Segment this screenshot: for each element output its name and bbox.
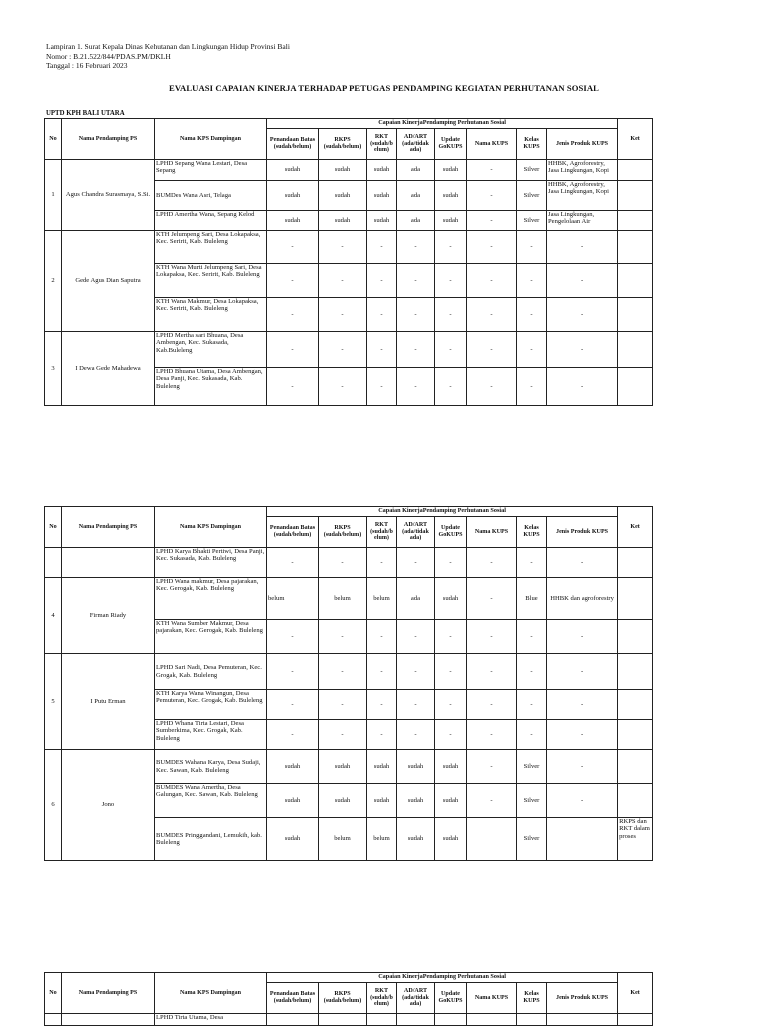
letter-reference: [46, 42, 290, 71]
cell-kelas: Silver: [517, 784, 547, 818]
cell-ket: [618, 654, 653, 690]
col-header-batas: Penandaan Batas (sudah/belum): [267, 517, 319, 548]
cell-batas: sudah: [267, 818, 319, 861]
col-header-adart: AD/ART (ada/tidak ada): [397, 517, 435, 548]
kps-name: LPHD Whana Tirta Lestari, Desa Sumberkima, Kec. Grogak, Kab. Buleleng: [155, 720, 267, 750]
col-header-gokups: Update GoKUPS: [435, 129, 467, 160]
cell-rkps: -: [319, 548, 367, 578]
cell-adart: ada: [397, 181, 435, 211]
cell-rkt: -: [367, 548, 397, 578]
cell-nama-kups: [467, 818, 517, 861]
cell-jenis: -: [547, 548, 618, 578]
col-header-gokups: Update GoKUPS: [435, 983, 467, 1014]
cell-batas: sudah: [267, 181, 319, 211]
cell-adart: -: [397, 231, 435, 264]
col-header-kelas: Kelas KUPS: [517, 129, 547, 160]
pendamping-name: Jono: [62, 750, 155, 861]
cell-rkt: -: [367, 720, 397, 750]
cell-batas: -: [267, 332, 319, 368]
cell-ket: [618, 750, 653, 784]
cell-rkt: -: [367, 231, 397, 264]
cell-nama-kups: -: [467, 231, 517, 264]
col-header-group: Capaian KinerjaPendamping Perhutanan Sosial: [267, 973, 618, 983]
pendamping-name: Firman Riady: [62, 578, 155, 654]
row-number: 6: [45, 750, 62, 861]
cell-gokups: -: [435, 548, 467, 578]
cell-rkt: -: [367, 264, 397, 298]
cell-ket: [618, 720, 653, 750]
row-number: 1: [45, 160, 62, 231]
cell-ket: [618, 211, 653, 231]
col-header-no: No: [45, 119, 62, 160]
kps-name: LPHD Wana makmur, Desa pajarakan, Kec. Gerogak, Kab. Buleleng: [155, 578, 267, 620]
cell-kelas: -: [517, 231, 547, 264]
col-header-ket: Ket: [618, 507, 653, 548]
row-number-empty: [45, 548, 62, 578]
row-number: 4: [45, 578, 62, 654]
cell-kelas: -: [517, 332, 547, 368]
cell-adart: -: [397, 298, 435, 332]
col-header-rkps: RKPS (sudah/belum): [319, 517, 367, 548]
cell-gokups: -: [435, 264, 467, 298]
cell-rkt: -: [367, 620, 397, 654]
cell-nama-kups: -: [467, 720, 517, 750]
cell-kelas: -: [517, 264, 547, 298]
col-header-rkps: RKPS (sudah/belum): [319, 983, 367, 1014]
cell-rkps: belum: [319, 818, 367, 861]
cell-jenis: Jasa Lingkungan, Pengelolaan Air: [547, 211, 618, 231]
cell-rkps: -: [319, 298, 367, 332]
unit-label: UPTD KPH BALI UTARA: [46, 110, 125, 117]
col-header-jenis: Jenis Produk KUPS: [547, 983, 618, 1014]
kps-name: KTH Jelumpeng Sari, Desa Lokapaksa, Kec. Seririt, Kab. Buleleng: [155, 231, 267, 264]
cell-adart: ada: [397, 160, 435, 181]
col-header-batas: Penandaan Batas (sudah/belum): [267, 983, 319, 1014]
cell-jenis: HHBK dan agroforestry: [547, 578, 618, 620]
col-header-adart: AD/ART (ada/tidak ada): [397, 129, 435, 160]
cell-ket: [618, 298, 653, 332]
cell-adart: ada: [397, 578, 435, 620]
cell-gokups: -: [435, 654, 467, 690]
cell-rkps: -: [319, 654, 367, 690]
col-header-kps: Nama KPS Dampingan: [155, 507, 267, 548]
cell-jenis: -: [547, 654, 618, 690]
cell-batas: sudah: [267, 160, 319, 181]
cell-rkt: -: [367, 690, 397, 720]
row-number: 3: [45, 332, 62, 406]
table-row: [45, 231, 653, 264]
cell-nama-kups: -: [467, 332, 517, 368]
kps-name: BUMDES Wahana Karya, Desa Sudaji, Kec. Sawan, Kab. Buleleng: [155, 750, 267, 784]
cell-batas: sudah: [267, 211, 319, 231]
cell-rkps: -: [319, 690, 367, 720]
col-header-ket: Ket: [618, 119, 653, 160]
cell-rkt: sudah: [367, 750, 397, 784]
cell-gokups: -: [435, 620, 467, 654]
col-header-pendamping: Nama Pendamping PS: [62, 973, 155, 1014]
cell-rkt: -: [367, 368, 397, 406]
document-title: EVALUASI CAPAIAN KINERJA TERHADAP PETUGAS PENDAMPING KEGIATAN PERHUTANAN SOSIAL: [169, 83, 599, 93]
cell-jenis: -: [547, 231, 618, 264]
pendamping-name: Agus Chandra Surasmaya, S.Si.: [62, 160, 155, 231]
cell-nama-kups: -: [467, 784, 517, 818]
cell-nama-kups: -: [467, 298, 517, 332]
cell-adart: -: [397, 654, 435, 690]
cell-rkps: sudah: [319, 211, 367, 231]
cell-kelas: Silver: [517, 818, 547, 861]
cell-ket: [618, 264, 653, 298]
cell-kelas: Blue: [517, 578, 547, 620]
cell-nama-kups: -: [467, 578, 517, 620]
cell-kelas: Silver: [517, 160, 547, 181]
cell-rkps: sudah: [319, 750, 367, 784]
cell-gokups: sudah: [435, 818, 467, 861]
cell-nama-kups: -: [467, 548, 517, 578]
cell-ket: [618, 368, 653, 406]
cell-batas: -: [267, 298, 319, 332]
cell-adart: -: [397, 368, 435, 406]
cell-adart: -: [397, 690, 435, 720]
cell-ket: [618, 578, 653, 620]
col-header-group: Capaian KinerjaPendamping Perhutanan Sosial: [267, 119, 618, 129]
cell-rkt: sudah: [367, 160, 397, 181]
cell-gokups: sudah: [435, 211, 467, 231]
row-number: 2: [45, 231, 62, 332]
cell-rkt: sudah: [367, 784, 397, 818]
cell-rkt: -: [367, 654, 397, 690]
cell-batas: -: [267, 231, 319, 264]
cell-batas: -: [267, 368, 319, 406]
cell-ket: [618, 620, 653, 654]
pendamping-name: I Putu Erman: [62, 654, 155, 750]
table-row: [45, 548, 653, 578]
col-header-gokups: Update GoKUPS: [435, 517, 467, 548]
cell-batas: -: [267, 620, 319, 654]
evaluation-table-1: [44, 118, 653, 406]
cell-jenis: -: [547, 298, 618, 332]
cell-rkt: -: [367, 298, 397, 332]
col-header-jenis: Jenis Produk KUPS: [547, 517, 618, 548]
pendamping-name: Gede Agus Dian Saputra: [62, 231, 155, 332]
col-header-no: No: [45, 507, 62, 548]
cell-ket: [618, 548, 653, 578]
cell-jenis: HHBK, Agroforestry, Jasa Lingkungan, Kopi: [547, 160, 618, 181]
table-row: [45, 578, 653, 620]
kps-name: LPHD Karya Bhakti Pertiwi, Desa Panji, Kec. Sukasada, Kab. Buleleng: [155, 548, 267, 578]
cell-adart: -: [397, 264, 435, 298]
cell-nama-kups: -: [467, 211, 517, 231]
cell-gokups: -: [435, 231, 467, 264]
table-row: [45, 750, 653, 784]
col-header-pendamping: Nama Pendamping PS: [62, 507, 155, 548]
table-row: [45, 654, 653, 690]
cell-kelas: -: [517, 690, 547, 720]
col-header-no: No: [45, 973, 62, 1014]
col-header-nama-kups: Nama KUPS: [467, 983, 517, 1014]
cell-rkps: -: [319, 368, 367, 406]
cell-rkps: -: [319, 620, 367, 654]
col-header-rkt: RKT (sudah/b elum): [367, 983, 397, 1014]
col-header-nama-kups: Nama KUPS: [467, 517, 517, 548]
kps-name: KTH Wana Makmur, Desa Lokapaksa, Kec. Seririt, Kab. Buleleng: [155, 298, 267, 332]
kps-name: LPHD Amertha Wana, Sepang Kelod: [155, 211, 267, 231]
col-header-adart: AD/ART (ada/tidak ada): [397, 983, 435, 1014]
evaluation-table-3: [44, 972, 653, 1026]
cell-nama-kups: -: [467, 181, 517, 211]
cell-ket: [618, 231, 653, 264]
cell-rkps: -: [319, 231, 367, 264]
cell-jenis: -: [547, 264, 618, 298]
cell-jenis: -: [547, 368, 618, 406]
cell-jenis: -: [547, 720, 618, 750]
cell-adart: ada: [397, 211, 435, 231]
col-header-batas: Penandaan Batas (sudah/belum): [267, 129, 319, 160]
kps-name: BUMDES Pringgandani, Lemukih, kab. Buleleng: [155, 818, 267, 861]
cell-rkt: sudah: [367, 211, 397, 231]
cell-nama-kups: -: [467, 620, 517, 654]
cell-rkps: sudah: [319, 784, 367, 818]
cell-kelas: -: [517, 720, 547, 750]
cell-kelas: Silver: [517, 181, 547, 211]
cell-ket: RKPS dan RKT dalam proses: [618, 818, 653, 861]
kps-name: LPHD Bhuana Utama, Desa Ambengan, Desa Panji, Kec. Sukasada, Kab. Buleleng: [155, 368, 267, 406]
cell-nama-kups: -: [467, 160, 517, 181]
col-header-rkps: RKPS (sudah/belum): [319, 129, 367, 160]
cell-adart: sudah: [397, 784, 435, 818]
cell-rkps: sudah: [319, 160, 367, 181]
cell-batas: -: [267, 548, 319, 578]
cell-batas: sudah: [267, 750, 319, 784]
table-row: [45, 160, 653, 181]
cell-gokups: -: [435, 690, 467, 720]
cell-adart: -: [397, 720, 435, 750]
cell-ket: [618, 784, 653, 818]
cell-kelas: Silver: [517, 211, 547, 231]
pendamping-name-empty: [62, 548, 155, 578]
cell-gokups: sudah: [435, 750, 467, 784]
cell-jenis: HHBK, Agroforestry, Jasa Lingkungan, Kopi: [547, 181, 618, 211]
cell-kelas: -: [517, 620, 547, 654]
evaluation-table-2: [44, 506, 653, 861]
cell-batas: -: [267, 720, 319, 750]
cell-gokups: -: [435, 368, 467, 406]
kps-name: LPHD Mertha sari Bhuana, Desa Ambengan, Kec. Sukasada, Kab.Buleleng: [155, 332, 267, 368]
col-header-group: Capaian KinerjaPendamping Perhutanan Sosial: [267, 507, 618, 517]
cell-nama-kups: -: [467, 368, 517, 406]
cell-jenis: -: [547, 750, 618, 784]
col-header-kelas: Kelas KUPS: [517, 517, 547, 548]
cell-batas: sudah: [267, 784, 319, 818]
cell-rkt: belum: [367, 818, 397, 861]
cell-rkps: -: [319, 332, 367, 368]
cell-jenis: -: [547, 620, 618, 654]
col-header-jenis: Jenis Produk KUPS: [547, 129, 618, 160]
kps-name: KTH Wana Murti Jelumpeng Sari, Desa Lokapaksa, Kec. Seririt, Kab. Buleleng: [155, 264, 267, 298]
col-header-rkt: RKT (sudah/b elum): [367, 517, 397, 548]
cell-nama-kups: -: [467, 264, 517, 298]
cell-gokups: -: [435, 332, 467, 368]
tanggal-line: Tanggal : 16 Februari 2023: [46, 61, 128, 70]
cell-kelas: -: [517, 548, 547, 578]
cell-batas: -: [267, 690, 319, 720]
cell-jenis: -: [547, 690, 618, 720]
cell-nama-kups: -: [467, 654, 517, 690]
cell-kelas: -: [517, 298, 547, 332]
cell-rkt: -: [367, 332, 397, 368]
kps-name: BUMDes Wana Asri, Telaga: [155, 181, 267, 211]
cell-jenis: -: [547, 332, 618, 368]
cell-gokups: sudah: [435, 181, 467, 211]
cell-batas: -: [267, 654, 319, 690]
cell-rkt: belum: [367, 578, 397, 620]
cell-rkps: sudah: [319, 181, 367, 211]
cell-gokups: sudah: [435, 160, 467, 181]
cell-ket: [618, 160, 653, 181]
cell-adart: sudah: [397, 750, 435, 784]
nomor-line: Nomor : B.21.522/844/PDAS.PM/DKLH: [46, 51, 171, 61]
col-header-kelas: Kelas KUPS: [517, 983, 547, 1014]
col-header-kps: Nama KPS Dampingan: [155, 973, 267, 1014]
cell-adart: -: [397, 332, 435, 368]
cell-jenis: -: [547, 784, 618, 818]
pendamping-name: I Dewa Gede Mahadewa: [62, 332, 155, 406]
cell-ket: [618, 690, 653, 720]
cell-gokups: sudah: [435, 784, 467, 818]
cell-batas: belum: [267, 578, 319, 620]
cell-gokups: -: [435, 298, 467, 332]
kps-name: BUMDES Wana Amertha, Desa Galungan, Kec. Sawan, Kab. Buleleng: [155, 784, 267, 818]
cell-kelas: -: [517, 368, 547, 406]
col-header-pendamping: Nama Pendamping PS: [62, 119, 155, 160]
cell-gokups: -: [435, 720, 467, 750]
col-header-ket: Ket: [618, 973, 653, 1014]
cell-gokups: sudah: [435, 578, 467, 620]
cell-rkps: -: [319, 264, 367, 298]
cell-ket: [618, 332, 653, 368]
cell-rkps: belum: [319, 578, 367, 620]
col-header-nama-kups: Nama KUPS: [467, 129, 517, 160]
cell-batas: -: [267, 264, 319, 298]
col-header-kps: Nama KPS Dampingan: [155, 119, 267, 160]
cell-rkt: sudah: [367, 181, 397, 211]
cell-nama-kups: -: [467, 690, 517, 720]
cell-adart: sudah: [397, 818, 435, 861]
cell-adart: -: [397, 620, 435, 654]
cell-kelas: -: [517, 654, 547, 690]
kps-name: KTH Karya Wana Winangun, Desa Pemuteran, Kec. Grogak, Kab. Buleleng: [155, 690, 267, 720]
table-row: [45, 332, 653, 368]
row-number: 5: [45, 654, 62, 750]
kps-name: LPHD Sari Nadi, Desa Pemuteran, Kec. Grogak, Kab. Buleleng: [155, 654, 267, 690]
kps-name: KTH Wana Sumber Makmur, Desa pajarakan, Kec. Gerogak, Kab. Buleleng: [155, 620, 267, 654]
cell-kelas: Silver: [517, 750, 547, 784]
lampiran-line: Lampiran 1. Surat Kepala Dinas Kehutanan dan Lingkungan Hidup Provinsi Bali: [46, 42, 290, 51]
cell-ket: [618, 181, 653, 211]
kps-name: LPHD Tirta Utama, Desa: [155, 1014, 267, 1026]
col-header-rkt: RKT (sudah/b elum): [367, 129, 397, 160]
kps-name: LPHD Sepang Wana Lestari, Desa Sepang: [155, 160, 267, 181]
cell-nama-kups: -: [467, 750, 517, 784]
cell-rkps: -: [319, 720, 367, 750]
cell-jenis: [547, 818, 618, 861]
cell-adart: -: [397, 548, 435, 578]
